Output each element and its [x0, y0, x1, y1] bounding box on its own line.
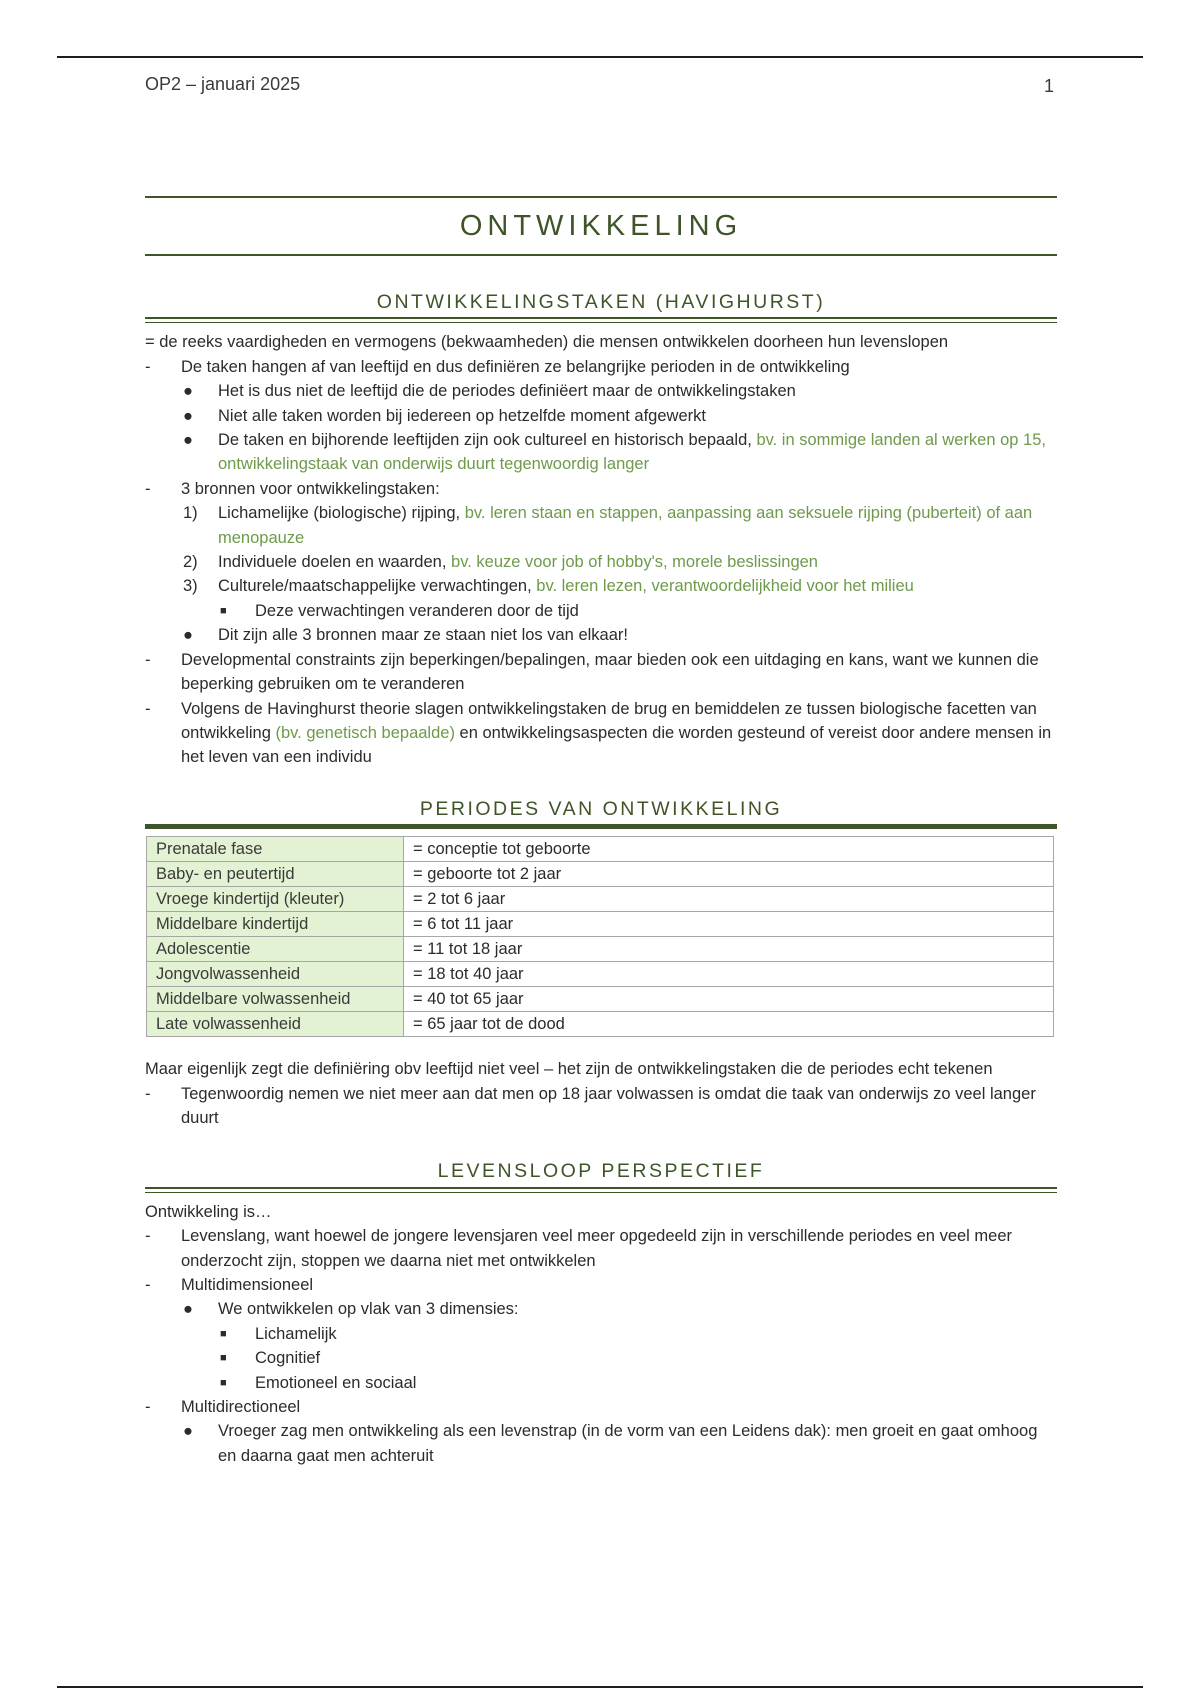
dash-marker: -	[145, 1227, 151, 1246]
list-item-text: Developmental constraints zijn beperkingen/bepalingen, maar bieden ook een uitdaging en kans, want we kunnen die beperking gebruiken om te veranderen	[181, 650, 1039, 694]
bullet-marker: ●	[183, 1300, 193, 1319]
header-rule	[57, 56, 1143, 58]
list-item-text: en ontwikkelingsaspecten die worden gesteund of vereist door andere mensen in het leven van een individu	[181, 723, 1052, 767]
list-item	[145, 1346, 1057, 1370]
page-title-box	[145, 196, 1057, 256]
list	[145, 1224, 1057, 1468]
square-bullet-marker: ■	[220, 604, 227, 617]
list-item-text: Multidirectioneel	[181, 1398, 301, 1416]
period-name-cell: Middelbare kindertijd	[147, 912, 404, 937]
table-row	[147, 987, 1054, 1012]
dash-marker: -	[145, 1398, 151, 1416]
list-item-text: Vroeger zag men ontwikkeling als een levenstrap (in de vorm van een Leidens dak): men groeit en gaat omhoog en daarna gaat men achteruit	[218, 1422, 1038, 1465]
section-title-ontwikkelingstaken: ONTWIKKELINGSTAKEN (HAVIGHURST)	[376, 291, 826, 313]
period-name-cell: Late volwassenheid	[147, 1012, 404, 1037]
paragraph: Maar eigenlijk zegt die definiëring obv leeftijd niet veel – het zijn de ontwikkelingstaken die de periodes echt tekenen	[145, 1060, 993, 1079]
period-name-cell: Jongvolwassenheid	[147, 962, 404, 987]
section-title-levensloop: LEVENSLOOP PERSPECTIEF	[437, 1160, 765, 1183]
list-item-text: Dit zijn alle 3 bronnen maar ze staan niet los van elkaar!	[218, 626, 628, 645]
period-name-cell: Prenatale fase	[147, 837, 404, 862]
number-marker: 2)	[183, 553, 198, 572]
bullet-marker: ●	[183, 431, 193, 450]
periods-table-body	[147, 837, 1054, 1037]
list-item	[145, 574, 1057, 598]
list-item-text: Emotioneel en sociaal	[255, 1373, 417, 1392]
list-item	[145, 477, 1057, 501]
page-title: ONTWIKKELING	[459, 209, 743, 242]
paragraph: Ontwikkeling is…	[145, 1202, 272, 1221]
list-item	[145, 501, 1057, 550]
list	[145, 355, 1057, 770]
list-item-text: Niet alle taken worden bij iedereen op hetzelfde moment afgewerkt	[218, 406, 706, 425]
list-item	[145, 1322, 1057, 1346]
list-item-text: Multidimensioneel	[181, 1275, 314, 1294]
period-range-cell: = geboorte tot 2 jaar	[404, 862, 1054, 887]
list-item-text: 3 bronnen voor ontwikkelingstaken:	[181, 479, 440, 498]
table-row	[147, 862, 1054, 887]
list-item	[145, 648, 1057, 697]
square-bullet-marker: ■	[220, 1376, 227, 1389]
list-item	[145, 1273, 1057, 1297]
section-rule	[145, 1187, 1057, 1193]
list-item-text: Cognitief	[255, 1349, 321, 1368]
list-item-text: De taken en bijhorende leeftijden zijn ook cultureel en historisch bepaald,	[218, 431, 757, 450]
example-text: (bv. genetisch bepaalde)	[275, 723, 455, 742]
period-range-cell: = 6 tot 11 jaar	[404, 912, 1054, 937]
periods-table	[146, 836, 1054, 1037]
table-row	[147, 912, 1054, 937]
square-bullet-marker: ■	[220, 1352, 227, 1365]
table-row	[147, 887, 1054, 912]
number-marker: 3)	[183, 577, 198, 596]
period-name-cell: Adolescentie	[147, 937, 404, 962]
list-item	[145, 1419, 1057, 1468]
example-text: bv. leren staan en stappen, aanpassing aan seksuele rijping (puberteit) of aan menopauze	[218, 504, 1033, 547]
dash-marker: -	[145, 650, 151, 669]
list-item	[145, 1082, 1057, 1131]
dash-marker: -	[145, 479, 151, 498]
list-item-text: Levenslang, want hoewel de jongere levensjaren veel meer opgedeeld zijn in verschillende periodes en veel meer onderzocht zijn, stoppen we daarna niet met ontwikkelen	[181, 1227, 1013, 1270]
period-range-cell: = 65 jaar tot de dood	[404, 1012, 1054, 1037]
list	[145, 1082, 1057, 1131]
list-item-text: We ontwikkelen op vlak van 3 dimensies:	[218, 1300, 519, 1319]
period-name-cell: Baby- en peutertijd	[147, 862, 404, 887]
bullet-marker: ●	[183, 626, 193, 645]
list-item	[145, 697, 1057, 770]
list-item	[145, 1297, 1057, 1321]
bullet-marker: ●	[183, 1422, 193, 1441]
list-item-text: Culturele/maatschappelijke verwachtingen,	[218, 577, 537, 596]
section-title-periodes: PERIODES VAN ONTWIKKELING	[419, 797, 783, 820]
section-rule	[145, 317, 1057, 323]
list-item-text: Lichamelijk	[255, 1324, 337, 1343]
example-text: bv. keuze voor job of hobby's, morele beslissingen	[451, 553, 818, 572]
table-row	[147, 1012, 1054, 1037]
period-name-cell: Middelbare volwassenheid	[147, 987, 404, 1012]
number-marker: 1)	[183, 504, 198, 523]
dash-marker: -	[145, 1275, 151, 1294]
period-range-cell: = 18 tot 40 jaar	[404, 962, 1054, 987]
list-item-text: Volgens de Havinghurst theorie slagen ontwikkelingstaken de brug en bemiddelen ze tussen biologische facetten van ontwikkeling	[181, 699, 1037, 742]
list-item	[145, 379, 1057, 403]
list-item	[145, 1371, 1057, 1395]
list-item-text: Lichamelijke (biologische) rijping,	[218, 504, 465, 523]
period-range-cell: = conceptie tot geboorte	[404, 837, 1054, 862]
list-item-text: Het is dus niet de leeftijd die de periodes definiëert maar de ontwikkelingstaken	[218, 382, 796, 401]
section-rule	[145, 824, 1057, 829]
period-range-cell: = 11 tot 18 jaar	[404, 937, 1054, 962]
table-row	[147, 962, 1054, 987]
list-item	[145, 550, 1057, 574]
bullet-marker: ●	[183, 406, 193, 425]
bullet-marker: ●	[183, 382, 193, 401]
document-body	[145, 196, 1057, 1468]
list-item	[145, 355, 1057, 379]
table-row	[147, 937, 1054, 962]
list-item	[145, 428, 1057, 477]
list-item-text: Deze verwachtingen veranderen door de tijd	[255, 601, 579, 620]
list-item	[145, 404, 1057, 428]
dash-marker: -	[145, 1084, 151, 1103]
list-item-text: Tegenwoordig nemen we niet meer aan dat men op 18 jaar volwassen is omdat die taak van onderwijs zo veel langer duurt	[181, 1084, 1036, 1127]
list-item	[145, 1395, 1057, 1419]
dash-marker: -	[145, 357, 151, 376]
header-course-date: OP2 – januari 2025	[145, 74, 301, 94]
list-item	[145, 1224, 1057, 1273]
list-item-text: Individuele doelen en waarden,	[218, 553, 452, 572]
square-bullet-marker: ■	[220, 1327, 227, 1340]
page-number: 1	[1043, 76, 1054, 96]
period-range-cell: = 40 tot 65 jaar	[404, 987, 1054, 1012]
example-text: bv. in sommige landen al werken op 15, ontwikkelingstaak van onderwijs duurt tegenwoordig langer	[218, 431, 1046, 474]
list-item-text: De taken hangen af van leeftijd en dus definiëren ze belangrijke perioden in de ontwikkeling	[181, 357, 850, 376]
list-item	[145, 599, 1057, 623]
table-row	[147, 837, 1054, 862]
period-range-cell: = 2 tot 6 jaar	[404, 887, 1054, 912]
footer-rule	[57, 1686, 1143, 1688]
list-item	[145, 623, 1057, 647]
paragraph: = de reeks vaardigheden en vermogens (bekwaamheden) die mensen ontwikkelen doorheen hun levenslopen	[145, 333, 949, 352]
dash-marker: -	[145, 699, 151, 718]
example-text: bv. leren lezen, verantwoordelijkheid voor het milieu	[536, 577, 914, 596]
period-name-cell: Vroege kindertijd (kleuter)	[147, 887, 404, 912]
